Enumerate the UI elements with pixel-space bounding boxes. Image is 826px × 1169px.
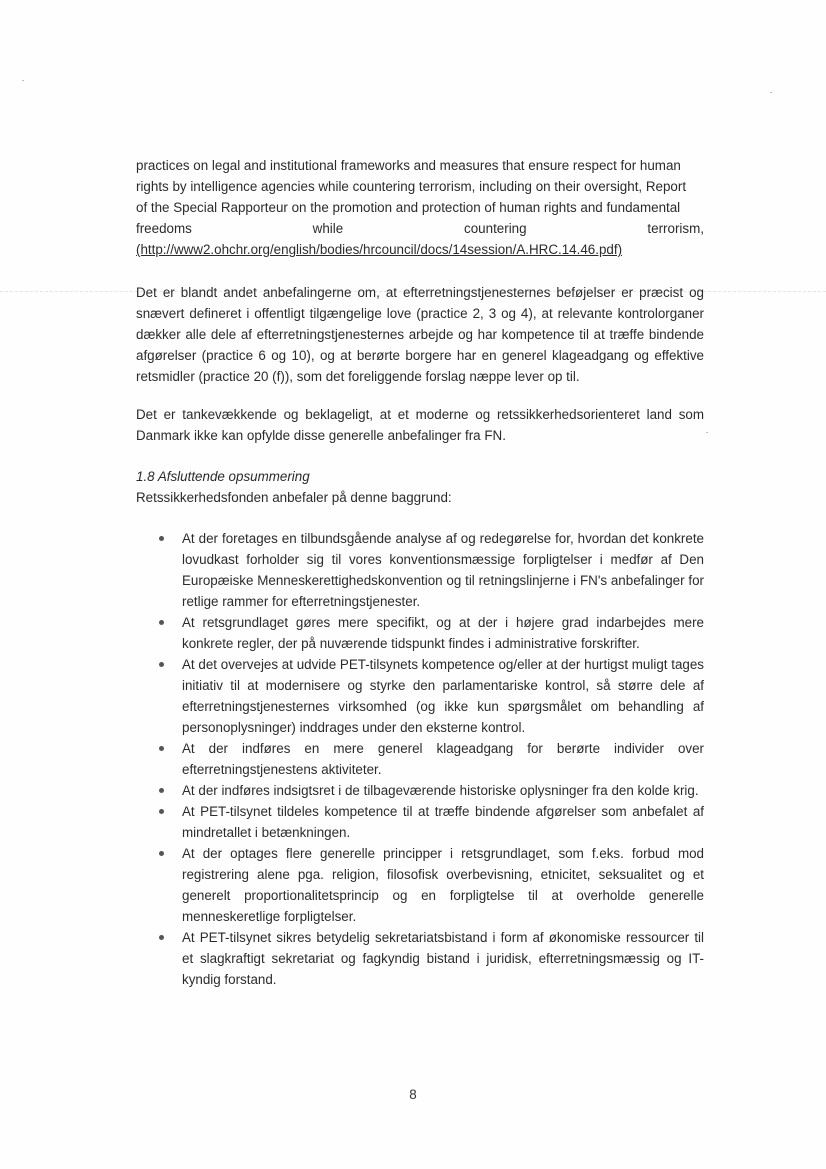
report-link[interactable]: (http://www2.ohchr.org/english/bodies/hrcouncil/docs/14session/A.HRC.14.46.pdf) [136,242,623,257]
section-heading: 1.8 Afsluttende opsummering [136,469,310,484]
bullet-icon [159,746,164,751]
scan-speck [706,432,708,433]
list-item: At retsgrundlaget gøres mere specifikt, og at der i højere grad indarbejdes mere konkrete regler, der på nuværende tidspunkt findes i administrative forskrifter. [136,612,704,654]
scan-speck [770,92,772,93]
list-item: At der indføres en mere generel klageadgang for berørte individer over efterretningstjenestens aktiviteter. [136,738,704,780]
bullet-icon [159,851,164,856]
bullet-icon [159,809,164,814]
bullet-icon [159,662,164,667]
recommendation-list [136,528,704,990]
list-item: At PET-tilsynet sikres betydelig sekretariatsbistand i form af økonomiske ressourcer til et slagkraftigt sekretariat og fagkyndig bistand i juridisk, efterretningsmæssig og IT-kyndig forstand. [136,927,704,990]
text-line-spread: freedoms while countering terrorism, [136,221,704,236]
list-item: At der foretages en tilbundsgående analyse af og redegørelse for, hvordan det konkrete lovudkast forholder sig til vores konventionsmæssige forpligtelser i medfør af Den Europæiske Menneskerettighedskonvention og til retningslinjerne i FN's anbefalinger for retlige rammer for efterretningstjenester. [136,528,704,612]
section-intro: Retssikkerhedsfonden anbefaler på denne baggrund: [136,490,452,505]
list-item: At der indføres indsigtsret i de tilbageværende historiske oplysninger fra den kolde krig. [136,780,704,801]
page-number: 8 [409,1087,417,1102]
bullet-icon [159,935,164,940]
paragraph-recommendations: Det er blandt andet anbefalingerne om, at efterretningstjenesternes beføjelser er præcist og snævert defineret i offentligt tilgængelige love (practice 2, 3 og 4), at relevante kontrolorganer dækker alle dele af efterretningstjenesternes arbejde og har kompetence til at træffe bindende afgørelser (practice 6 og 10), og at berørte borgere har en generel klageadgang og effektive retsmidler (practice 20 (f)), som det foreliggende forslag næppe lever op til. [136,285,704,384]
bullet-icon [159,536,164,541]
text-line: practices on legal and institutional frameworks and measures that ensure respect for human [136,158,681,173]
list-item: At PET-tilsynet tildeles kompetence til at træffe bindende afgørelser som anbefalet af mindretallet i betænkningen. [136,801,704,843]
bullet-icon [159,788,164,793]
bullet-icon [159,620,164,625]
list-item: At det overvejes at udvide PET-tilsynets kompetence og/eller at der hurtigst muligt tages initiativ til at modernisere og styrke den parlamentariske kontrol, så større dele af efterretningstjenesternes virksomhed (og ikke kun spørgsmålet om behandling af personoplysninger) inddrages under den eksterne kontrol. [136,654,704,738]
scan-speck [22,80,24,81]
paragraph-reflection: Det er tankevækkende og beklageligt, at et moderne og retssikkerhedsorienteret land som Danmark ikke kan opfylde disse generelle anbefalinger fra FN. [136,407,704,443]
text-line: rights by intelligence agencies while countering terrorism, including on their oversight, Report [136,179,687,194]
list-item: At der optages flere generelle principper i retsgrundlaget, som f.eks. forbud mod registrering alene pga. religion, filosofisk overbevisning, etnicitet, seksualitet og et generelt proportionalitetsprincip og en forpligtelse til at overholde generelle menneskeretlige forpligtelser. [136,843,704,927]
paragraph-report-reference [136,155,704,260]
text-line: of the Special Rapporteur on the promotion and protection of human rights and fundamental [136,200,681,215]
